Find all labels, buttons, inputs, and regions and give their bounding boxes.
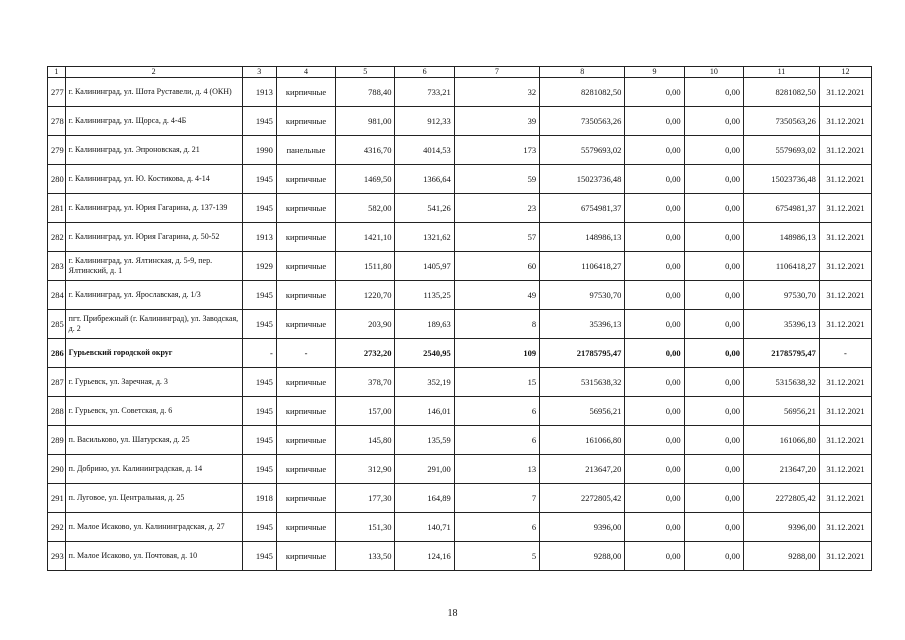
cost-cell: 8281082,50 — [743, 78, 819, 107]
area-total-cell: 2732,20 — [336, 339, 395, 368]
table-row — [48, 397, 872, 426]
cost-cell: 0,00 — [625, 484, 684, 513]
residents-cell: 39 — [454, 107, 539, 136]
area-total-cell: 157,00 — [336, 397, 395, 426]
residents-cell: 173 — [454, 136, 539, 165]
year-cell: 1929 — [242, 252, 276, 281]
year-cell: 1945 — [242, 513, 276, 542]
row-number: 286 — [48, 339, 66, 368]
date-cell: - — [819, 339, 871, 368]
column-header: 10 — [684, 67, 743, 78]
area-living-cell: 541,26 — [395, 194, 454, 223]
material-cell: кирпичные — [276, 484, 335, 513]
cost-cell: 1106418,27 — [743, 252, 819, 281]
residents-cell: 49 — [454, 281, 539, 310]
table-row — [48, 194, 872, 223]
table-row — [48, 136, 872, 165]
area-total-cell: 4316,70 — [336, 136, 395, 165]
residents-cell: 6 — [454, 513, 539, 542]
table-row — [48, 455, 872, 484]
cost-total-cell: 97530,70 — [540, 281, 625, 310]
row-number: 291 — [48, 484, 66, 513]
column-header: 11 — [743, 67, 819, 78]
cost-cell: 161066,80 — [743, 426, 819, 455]
year-cell: 1945 — [242, 455, 276, 484]
area-total-cell: 788,40 — [336, 78, 395, 107]
cost-total-cell: 35396,13 — [540, 310, 625, 339]
cost-total-cell: 9288,00 — [540, 542, 625, 571]
area-living-cell: 140,71 — [395, 513, 454, 542]
cost-cell: 0,00 — [684, 339, 743, 368]
year-cell: 1913 — [242, 78, 276, 107]
cost-cell: 0,00 — [625, 542, 684, 571]
row-number: 278 — [48, 107, 66, 136]
address-cell: п. Добрино, ул. Калининградская, д. 14 — [65, 455, 242, 484]
date-cell: 31.12.2021 — [819, 136, 871, 165]
column-header: 5 — [336, 67, 395, 78]
cost-cell: 0,00 — [684, 165, 743, 194]
table-row — [48, 165, 872, 194]
date-cell: 31.12.2021 — [819, 455, 871, 484]
table-row — [48, 281, 872, 310]
row-number: 282 — [48, 223, 66, 252]
cost-total-cell: 15023736,48 — [540, 165, 625, 194]
cost-cell: 0,00 — [625, 136, 684, 165]
year-cell: 1945 — [242, 368, 276, 397]
address-cell: г. Гурьевск, ул. Заречная, д. 3 — [65, 368, 242, 397]
cost-cell: 0,00 — [684, 426, 743, 455]
cost-cell: 0,00 — [684, 136, 743, 165]
address-cell: г. Калининград, ул. Юрия Гагарина, д. 50-52 — [65, 223, 242, 252]
date-cell: 31.12.2021 — [819, 78, 871, 107]
date-cell: 31.12.2021 — [819, 484, 871, 513]
residents-cell: 5 — [454, 542, 539, 571]
cost-cell: 0,00 — [684, 78, 743, 107]
year-cell: 1945 — [242, 165, 276, 194]
cost-cell: 0,00 — [625, 281, 684, 310]
area-living-cell: 135,59 — [395, 426, 454, 455]
material-cell: кирпичные — [276, 368, 335, 397]
material-cell: - — [276, 339, 335, 368]
area-living-cell: 1405,97 — [395, 252, 454, 281]
area-total-cell: 1220,70 — [336, 281, 395, 310]
table-row — [48, 368, 872, 397]
material-cell: кирпичные — [276, 310, 335, 339]
cost-cell: 213647,20 — [743, 455, 819, 484]
area-total-cell: 145,80 — [336, 426, 395, 455]
year-cell: 1945 — [242, 281, 276, 310]
address-cell: г. Гурьевск, ул. Советская, д. 6 — [65, 397, 242, 426]
address-cell: п. Малое Исаково, ул. Почтовая, д. 10 — [65, 542, 242, 571]
cost-cell: 7350563,26 — [743, 107, 819, 136]
cost-cell: 5579693,02 — [743, 136, 819, 165]
row-number: 279 — [48, 136, 66, 165]
cost-cell: 0,00 — [684, 484, 743, 513]
date-cell: 31.12.2021 — [819, 513, 871, 542]
row-number: 281 — [48, 194, 66, 223]
area-living-cell: 1321,62 — [395, 223, 454, 252]
date-cell: 31.12.2021 — [819, 194, 871, 223]
address-cell: г. Калининград, ул. Ярославская, д. 1/3 — [65, 281, 242, 310]
cost-total-cell: 7350563,26 — [540, 107, 625, 136]
cost-cell: 0,00 — [625, 78, 684, 107]
cost-total-cell: 213647,20 — [540, 455, 625, 484]
material-cell: кирпичные — [276, 397, 335, 426]
table-row — [48, 513, 872, 542]
cost-cell: 0,00 — [625, 252, 684, 281]
area-total-cell: 378,70 — [336, 368, 395, 397]
area-total-cell: 1421,10 — [336, 223, 395, 252]
year-cell: 1990 — [242, 136, 276, 165]
column-header: 8 — [540, 67, 625, 78]
cost-total-cell: 6754981,37 — [540, 194, 625, 223]
material-cell: кирпичные — [276, 107, 335, 136]
cost-cell: 9396,00 — [743, 513, 819, 542]
residents-cell: 6 — [454, 397, 539, 426]
area-living-cell: 912,33 — [395, 107, 454, 136]
cost-cell: 0,00 — [625, 339, 684, 368]
date-cell: 31.12.2021 — [819, 542, 871, 571]
cost-total-cell: 56956,21 — [540, 397, 625, 426]
cost-total-cell: 1106418,27 — [540, 252, 625, 281]
cost-cell: 0,00 — [684, 368, 743, 397]
cost-cell: 0,00 — [684, 281, 743, 310]
date-cell: 31.12.2021 — [819, 397, 871, 426]
address-cell: г. Калининград, ул. Эпроновская, д. 21 — [65, 136, 242, 165]
date-cell: 31.12.2021 — [819, 165, 871, 194]
date-cell: 31.12.2021 — [819, 281, 871, 310]
area-total-cell: 203,90 — [336, 310, 395, 339]
table-row — [48, 223, 872, 252]
date-cell: 31.12.2021 — [819, 223, 871, 252]
cost-cell: 2272805,42 — [743, 484, 819, 513]
address-cell: п. Малое Исаково, ул. Калининградская, д. 27 — [65, 513, 242, 542]
area-living-cell: 164,89 — [395, 484, 454, 513]
residents-cell: 57 — [454, 223, 539, 252]
address-cell: п. Васильково, ул. Шатурская, д. 25 — [65, 426, 242, 455]
cost-cell: 0,00 — [625, 310, 684, 339]
material-cell: кирпичные — [276, 165, 335, 194]
row-number: 283 — [48, 252, 66, 281]
cost-cell: 9288,00 — [743, 542, 819, 571]
cost-cell: 6754981,37 — [743, 194, 819, 223]
cost-total-cell: 2272805,42 — [540, 484, 625, 513]
material-cell: кирпичные — [276, 252, 335, 281]
table-row — [48, 310, 872, 339]
area-total-cell: 151,30 — [336, 513, 395, 542]
address-cell: г. Калининград, ул. Ю. Костикова, д. 4-14 — [65, 165, 242, 194]
area-living-cell: 4014,53 — [395, 136, 454, 165]
table-row — [48, 339, 872, 368]
cost-cell: 0,00 — [684, 252, 743, 281]
area-living-cell: 124,16 — [395, 542, 454, 571]
cost-cell: 15023736,48 — [743, 165, 819, 194]
material-cell: кирпичные — [276, 223, 335, 252]
cost-total-cell: 148986,13 — [540, 223, 625, 252]
row-number: 285 — [48, 310, 66, 339]
cost-total-cell: 161066,80 — [540, 426, 625, 455]
column-header: 3 — [242, 67, 276, 78]
cost-cell: 0,00 — [625, 368, 684, 397]
row-number: 277 — [48, 78, 66, 107]
table-row — [48, 426, 872, 455]
address-cell: пгт. Прибрежный (г. Калининград), ул. Заводская, д. 2 — [65, 310, 242, 339]
row-number: 280 — [48, 165, 66, 194]
area-total-cell: 133,50 — [336, 542, 395, 571]
cost-total-cell: 8281082,50 — [540, 78, 625, 107]
area-living-cell: 291,00 — [395, 455, 454, 484]
row-number: 289 — [48, 426, 66, 455]
area-living-cell: 189,63 — [395, 310, 454, 339]
date-cell: 31.12.2021 — [819, 252, 871, 281]
date-cell: 31.12.2021 — [819, 107, 871, 136]
cost-cell: 97530,70 — [743, 281, 819, 310]
area-living-cell: 1366,64 — [395, 165, 454, 194]
year-cell: - — [242, 339, 276, 368]
address-cell: г. Калининград, ул. Юрия Гагарина, д. 137-139 — [65, 194, 242, 223]
table-row — [48, 484, 872, 513]
row-number: 284 — [48, 281, 66, 310]
column-header: 12 — [819, 67, 871, 78]
area-total-cell: 177,30 — [336, 484, 395, 513]
residents-cell: 15 — [454, 368, 539, 397]
residents-cell: 13 — [454, 455, 539, 484]
date-cell: 31.12.2021 — [819, 310, 871, 339]
column-header: 9 — [625, 67, 684, 78]
address-cell: Гурьевский городской округ — [65, 339, 242, 368]
column-header: 1 — [48, 67, 66, 78]
material-cell: кирпичные — [276, 455, 335, 484]
address-cell: г. Калининград, ул. Ялтинская, д. 5-9, пер. Ялтинский, д. 1 — [65, 252, 242, 281]
residents-cell: 32 — [454, 78, 539, 107]
cost-total-cell: 5315638,32 — [540, 368, 625, 397]
cost-cell: 0,00 — [625, 165, 684, 194]
area-total-cell: 582,00 — [336, 194, 395, 223]
material-cell: кирпичные — [276, 513, 335, 542]
residents-cell: 60 — [454, 252, 539, 281]
year-cell: 1913 — [242, 223, 276, 252]
area-total-cell: 1469,50 — [336, 165, 395, 194]
material-cell: кирпичные — [276, 281, 335, 310]
material-cell: кирпичные — [276, 78, 335, 107]
cost-total-cell: 9396,00 — [540, 513, 625, 542]
material-cell: панельные — [276, 136, 335, 165]
area-total-cell: 1511,80 — [336, 252, 395, 281]
housing-register-table — [47, 66, 872, 571]
cost-cell: 0,00 — [684, 194, 743, 223]
table-row — [48, 252, 872, 281]
cost-cell: 0,00 — [684, 223, 743, 252]
cost-cell: 0,00 — [684, 310, 743, 339]
cost-cell: 0,00 — [684, 513, 743, 542]
row-number: 290 — [48, 455, 66, 484]
column-header: 4 — [276, 67, 335, 78]
year-cell: 1945 — [242, 310, 276, 339]
cost-total-cell: 5579693,02 — [540, 136, 625, 165]
material-cell: кирпичные — [276, 426, 335, 455]
cost-cell: 0,00 — [625, 455, 684, 484]
cost-cell: 0,00 — [684, 397, 743, 426]
date-cell: 31.12.2021 — [819, 368, 871, 397]
address-cell: п. Луговое, ул. Центральная, д. 25 — [65, 484, 242, 513]
cost-cell: 0,00 — [625, 397, 684, 426]
material-cell: кирпичные — [276, 542, 335, 571]
year-cell: 1918 — [242, 484, 276, 513]
column-number-row — [48, 67, 872, 78]
date-cell: 31.12.2021 — [819, 426, 871, 455]
cost-total-cell: 21785795,47 — [540, 339, 625, 368]
page-number: 18 — [447, 608, 458, 619]
year-cell: 1945 — [242, 194, 276, 223]
residents-cell: 109 — [454, 339, 539, 368]
area-total-cell: 981,00 — [336, 107, 395, 136]
residents-cell: 8 — [454, 310, 539, 339]
year-cell: 1945 — [242, 397, 276, 426]
cost-cell: 56956,21 — [743, 397, 819, 426]
column-header: 6 — [395, 67, 454, 78]
row-number: 287 — [48, 368, 66, 397]
cost-cell: 0,00 — [625, 194, 684, 223]
table-row — [48, 78, 872, 107]
residents-cell: 59 — [454, 165, 539, 194]
area-total-cell: 312,90 — [336, 455, 395, 484]
cost-cell: 0,00 — [684, 542, 743, 571]
material-cell: кирпичные — [276, 194, 335, 223]
column-header: 2 — [65, 67, 242, 78]
residents-cell: 6 — [454, 426, 539, 455]
cost-cell: 0,00 — [625, 513, 684, 542]
area-living-cell: 146,01 — [395, 397, 454, 426]
row-number: 293 — [48, 542, 66, 571]
address-cell: г. Калининград, ул. Шота Руставели, д. 4 (ОКН) — [65, 78, 242, 107]
row-number: 288 — [48, 397, 66, 426]
cost-cell: 0,00 — [625, 426, 684, 455]
cost-cell: 148986,13 — [743, 223, 819, 252]
area-living-cell: 352,19 — [395, 368, 454, 397]
year-cell: 1945 — [242, 107, 276, 136]
table-row — [48, 542, 872, 571]
cost-cell: 21785795,47 — [743, 339, 819, 368]
area-living-cell: 2540,95 — [395, 339, 454, 368]
year-cell: 1945 — [242, 426, 276, 455]
area-living-cell: 733,21 — [395, 78, 454, 107]
residents-cell: 23 — [454, 194, 539, 223]
column-header: 7 — [454, 67, 539, 78]
year-cell: 1945 — [242, 542, 276, 571]
cost-cell: 0,00 — [625, 223, 684, 252]
table-row — [48, 107, 872, 136]
cost-cell: 0,00 — [684, 107, 743, 136]
cost-cell: 0,00 — [684, 455, 743, 484]
row-number: 292 — [48, 513, 66, 542]
area-living-cell: 1135,25 — [395, 281, 454, 310]
address-cell: г. Калининград, ул. Щорса, д. 4-4Б — [65, 107, 242, 136]
cost-cell: 0,00 — [625, 107, 684, 136]
cost-cell: 5315638,32 — [743, 368, 819, 397]
cost-cell: 35396,13 — [743, 310, 819, 339]
residents-cell: 7 — [454, 484, 539, 513]
